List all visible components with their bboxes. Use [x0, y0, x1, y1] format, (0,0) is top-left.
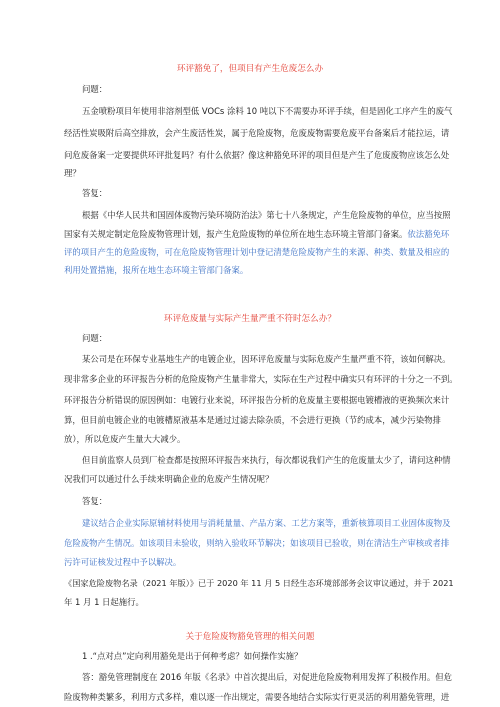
- section2-question-label: 问题：: [82, 333, 108, 343]
- section2-answer-label: 答复：: [82, 496, 108, 506]
- section1-answer-text: 国家有关规定制定危险废物管理计划，报产生危险废物的单位所在地生态环境主管部门备案。: [64, 229, 408, 239]
- section1-question-line: 五金喷粉项目年使用非溶剂型低 VOCs 涂料 10 吨以下不需要办环评手续，但是固化工序产生的废气: [82, 106, 453, 116]
- section1-question-line: 理？: [64, 168, 81, 178]
- section2-question-line: 环评报告分析错误的原因例如：电镀行业来说，环评报告分析的危废量主要根据电镀槽液的更换频次来计: [64, 395, 450, 405]
- section3-title: 关于危险废物豁免管理的相关问题: [185, 632, 315, 642]
- notice-line: 年 1 月 1 日起施行。: [64, 597, 144, 607]
- section1-title: 环评豁免了，但项目有产生危废怎么办: [176, 64, 324, 74]
- section1-question-label: 问题：: [82, 84, 108, 94]
- section2-question-line: 算，但目前电镀企业的电镀槽原液基本是通过过滤去除杂质，不会进行更换（节约成本，减少污染物排: [64, 415, 441, 425]
- notice-line: 《国家危险废物名录（2021 年版）》已于 2020 年 11 月 5 日经生态环境部部务会议审议通过，并于 2021: [64, 578, 454, 588]
- section2-answer-highlight-line: 危险废物产生情况。如该项目未验收，则纳入验收环节解决；如该项目已验收，则在清洁生产审核或者排: [64, 538, 450, 548]
- section2-answer-highlight-line: 污许可证核发过程中予以解决。: [64, 557, 182, 567]
- section1-answer-highlight-line: 利用处置措施，报所在地生态环境主管部门备案。: [64, 265, 249, 275]
- section2-answer-highlight-line: 建议结合企业实际原辅材料使用与消耗量量、产品方案、工艺方案等，重新核算项目工业固体废物及: [82, 518, 451, 528]
- section2-title: 环评危废量与实际产生量严重不符时怎么办？: [164, 314, 336, 324]
- section3-item1-question: 1 .“点对点”定向利用豁免是出于何种考虑？如何操作实施？: [82, 651, 303, 661]
- section1-answer-line: 根据《中华人民共和国固体废物污染环境防治法》第七十八条规定，产生危险废物的单位，应当按照: [82, 210, 451, 220]
- section2-question-line: 况我们可以通过什么手续来明确企业的危废产生情况呢？: [64, 474, 274, 484]
- section1-question-line: 问危废备案一定要提供环评批复吗？有什么依据？像这种豁免环评的项目但是产生了危废废物应该怎么处: [64, 150, 450, 160]
- section1-answer-label: 答复：: [82, 188, 108, 198]
- section1-answer-highlight-line: 评的项目产生的危险废物，可在危险废物管理计划中登记清楚危险废物产生的来源、种类、数量及相应的: [64, 247, 450, 257]
- section1-answer-line: [64, 229, 449, 240]
- section1-answer-highlight: 依法豁免环: [407, 229, 450, 239]
- section2-question-line: 某公司是在环保专业基地生产的电镀企业，因环评危废量与实际危废产生量严重不符，该如何解决。: [82, 354, 451, 364]
- section2-question-line: 现非常多企业的环评报告分析的危险废物产生量非常大，实际在生产过程中确实只有环评的十分之一不到。: [64, 374, 458, 384]
- section1-question-line: 经活性炭吸附后高空排放，会产生废活性炭，属于危险废物，危废废物需要危废平台备案后才能拉运，请: [64, 128, 450, 138]
- section3-item1-answer-line: 险废物种类繁多，利用方式多样，难以逐一作出规定，需要各地结合实际实行更灵活的利用豁免管理，进: [64, 692, 450, 702]
- section2-question-line: 放），所以危废产生量大大减少。: [64, 434, 186, 444]
- section3-item1-answer-line: 答：豁免管理制度在 2016 年版《名录》中首次提出后，对促进危险废物利用发挥了积极作用。但危: [82, 672, 453, 682]
- section2-question-line: 但目前监察人员到厂检查都是按照环评报告来执行，每次都说我们产生的危废量太少了，请问这种情: [82, 455, 451, 465]
